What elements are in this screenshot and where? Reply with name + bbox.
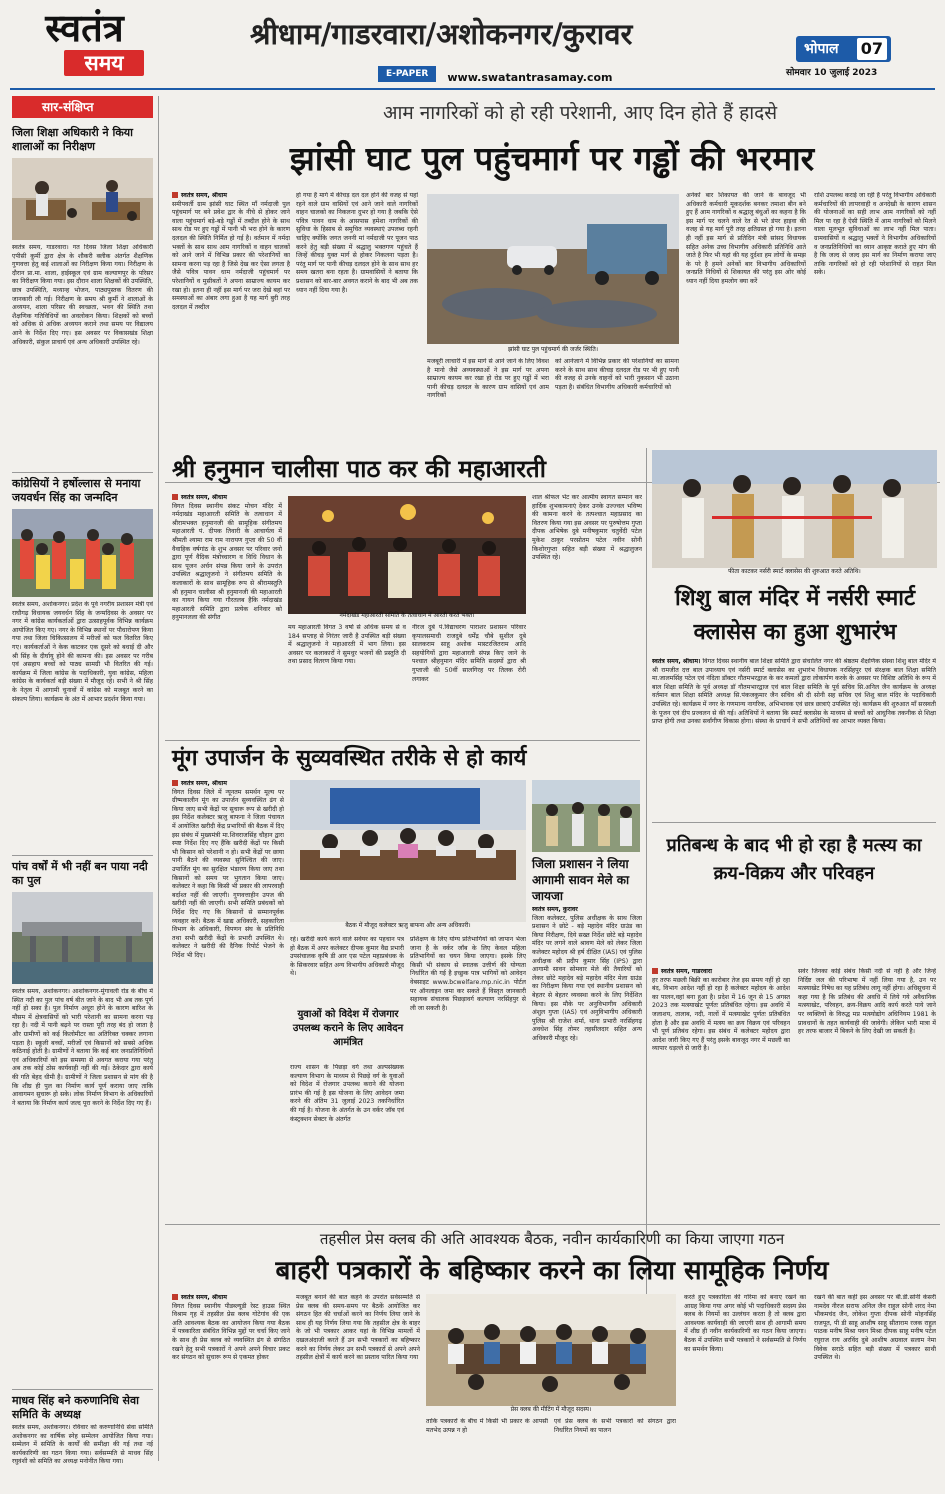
logo <box>22 6 147 84</box>
city-badge <box>796 36 891 62</box>
article-3-byline: स्वतंत्र समय, श्रीधाम। <box>652 658 701 665</box>
article-2-text-1: विगत दिवस स्थानीय संकट मोचन मंदिर में नर्मदाखंड महाआरती समिति के तत्वाधान में श्रीरामभक्त हनुमानजी की सामूहिक संगीतमय महाआरती पं. दीपक तिवारी के आचार्यत्व में श्रीमती श्यामा राम राम नारायण गुप्ता की 50 वीं वैवाहिक वर्षगांठ के शुभ अवसर पर परिवार जनो द्वारा पूर्ण वैदिक मंत्रोच्चारण व विधि विधान के साथ पूजन अर्चन संपन्न किया जाने के उपरांत उपस्थित श्रद्धालुजनो ने संगीतमय समिति के कलाकारों के साथ सामूहिक रूप से श्रीरामस्तुति श्री हनुमान चालीसा श्री हनुमानजी की महाआरती का गायन किया गया गौरतलब हैकि नर्मदाखंड महाआरती समिति द्वारा प्रत्येक शनिवार को हनुमानलला की संगीत <box>172 502 282 622</box>
sidebar-story-3-body: स्वतंत्र समय, अशोकनगर। आशोकनगर-मुंगावली रोड के बीच में स्थित नदी का पुल पांच वर्ष बीत जाने के बाद भी अब तक पूर्ण नहीं हो सका है। पुल निर्माण अधूरा होने के कारण बारिश के मौसम में क्षेत्रवासियों को भारी परेशानी का सामना करना पड़ रहा है। नदी में पानी बढ़ने पर रास्ता पूरी तरह बंद हो जाता है और ग्रामीणों को कई किलोमीटर का अतिरिक्त चक्कर लगाना पड़ता है। स्कूली बच्चों, मरीजों एवं किसानों को सबसे अधिक कठिनाई होती है। ग्रामीणों ने बताया कि कई बार जनप्रतिनिधियों एवं अधिकारियों को इस समस्या से अवगत कराया गया परंतु अब तक कोई ठोस कार्यवाही नहीं की गई। ठेकेदार द्वारा कार्य की गति बेहद धीमी है। ग्रामीणों ने जिला प्रशासन से मांग की है कि शीघ्र ही पुल का निर्माण कार्य पूर्ण कराया जाए ताकि आवागमन सुचारू हो सके। लोक निर्माण विभाग के अधिकारियों ने बताया कि निर्माण कार्य जल्द पूरा करने के निर्देश दिए गए हैं। <box>12 988 153 1107</box>
article-2-bottom-rule <box>165 740 640 741</box>
article-2-photo <box>288 496 526 614</box>
article-2-col-3: नीरज दुबे पं.विद्याचरण पाराशर प्रशासन परिवार कृपालसमाधी राजदुबे धर्मेंद्र चौबे सुशील दुबे सालकराम साहू अशोक मास्टरजितराम आदि सहयोगियों द्वारा महाआरती संपन्न किए जाने के पश्चात श्रीहनुमान मंदिर समिति सदस्यों द्वारा श्री गुप्ताजी की 50वीं सालगिरह पर तिलक रोरी लगाकर <box>412 624 526 683</box>
article-7-byline: स्वतंत्र समय, श्रीधाम <box>172 1294 290 1303</box>
article-5-text: जिला कलेक्टर, पुलिस अधीक्षक के साथ जिला प्रशासन ने छोटे - बड़े महादेव मंदिर ग्राउंड का किया निरीक्षण, दिये सख्त निर्देश छोटे बड़े महादेव मंदिर पर लगने वाले श्रावण मेले को लेकर जिला कलेक्टर महोदय श्री हर्ष दीक्षित (IAS) एवं पुलिस अधीक्षक श्री प्रदीप कुमार सिंह (IPS) द्वारा आगामी सावन सोमवार मेले की तैयारियों को लेकर छोटे महादेव बड़े महादेव मंदिर मेला ग्राउंड का निरीक्षण किया गया एवं स्थानीय प्रशासन को बेहतर से बेहतर व्यवस्था करने के लिए निर्देशित किया। इस मौके पर अनुविभागीय अधिकारी अंशुल गुप्ता (IAS) एवं अनुविभागीय अधिकारी पुलिस श्री राजेश शर्मा, थाना प्रभारी नरसिंहगढ़ अवधेश सिंह तोमर तहसीलदार सहित अन्य अधिकारी मौजूद रहे। <box>532 914 642 1042</box>
article-5-photo <box>532 780 640 852</box>
article-3-title: शिशु बाल मंदिर में नर्सरी स्मार्ट क्लासेस का हुआ शुभारंभ <box>674 586 916 645</box>
article-2-col-1 <box>172 494 282 776</box>
article-5-byline: स्वतंत्र समय, कुरावर <box>532 906 578 913</box>
article-4-title: मूंग उपार्जन के सुव्यवस्थित तरीके से हो कार्य <box>172 746 527 771</box>
article-4-byline: स्वतंत्र समय, श्रीधाम <box>172 780 284 789</box>
article-1-text-1: समीपवर्ती ग्राम झांसी घाट स्थित माँ नर्मदाजी पुल पहुंचमार्ग पर बने प्रवेश द्वार के नीचे से होकर जाने वाला पहुंचमार्ग बड़े-बड़े गड्ढों में तब्दील होने के साथ साथ रोड पर हुए गड्ढों में पानी भी भरा होने के कारण दलदल की स्थिति निर्मित हो गई है। वर्तमान में नर्मदा भक्तों के साथ साथ आम नागरिकों व वाहन चालकों को आने जाने में विभिन्न प्रकार की परेशानियों का सामना करना पड़ रहा है जिसे देख कर ऐसा लगता है जैसे पवित्र पावन धाम नर्मदाजी पहुंचमार्ग पर परेशानियों व मुसीबतों ने अपना साम्राज्य कायम कर रखा हो। इतना ही नहीं इस मार्ग पर जरा देखे बहां पर समस्याओं का अंबार लगा हुआ है यह मार्ग बुरी तरह दलदल में तब्दील <box>172 200 290 311</box>
article-7-title: बाहरी पत्रकारों के बहिष्कार करने का लिया सामूहिक निर्णय <box>275 1256 829 1286</box>
article-5-title: जिला प्रशासन ने लिया आगामी सावन मेले का जायजा <box>532 857 630 903</box>
article-2-rule-right <box>646 448 647 1320</box>
sidebar-story-3-photo <box>12 892 153 984</box>
article-7-col-5: करते हुए पत्रकारिता की गरिमा को बनाए रखने का आग्रह किया गया अगर कोई भी पदाधिकारी सदस्य प्रेस क्लब के नियमों का उल्लंघन करता है तो क्लब द्वारा आवश्यक कार्यवाही की जाएगी साथ ही आगामी समय में शीघ्र ही नवीन कार्यकारिणी का गठन किया जाएगा। बैठक में उपस्थित सभी पत्रकारों ने सर्वसम्मति से निर्णय का समर्थन किया। <box>684 1294 806 1353</box>
sidebar-story-2-photo <box>12 509 153 597</box>
sidebar-story-1-title: जिला शिक्षा अधिकारी ने किया शालाओं का निरीक्षण <box>12 126 133 153</box>
city-name: भोपाल <box>804 41 839 57</box>
sidebar-divider-2 <box>12 855 153 856</box>
logo-bottom-text: समय <box>64 50 144 76</box>
epaper-label: E-PAPER <box>378 66 436 82</box>
sidebar-divider-1 <box>12 472 153 473</box>
sidebar-story-2-title: कांग्रेसियों ने हर्षोल्लास से मनाया जयवर्धन सिंह का जन्मदिन <box>12 477 141 504</box>
article-7-col-6: रखने की बात कहीं इस अवसर पर बी.डी.सोनी केसरी नामदेव नीरज सराफ अनिल जैन राहुल सोनी शरद नेमा भीकमचंद जैन, लोकेश गुप्ता दीपक सोनी मोहनसिंह राजपूत, पी डी साहू आशीष साहू सीताराम रजक राहुल पाठक मनीष मिश्रा पवन मिश्रा दीपक साहू मनीष पटेल रघुराज राय अरविंद दुबे आशीष अग्रवाल सलाम नेमा विवेक सराठे सहित बड़ी संख्या में पत्रकार साथी उपस्थित थे। <box>814 1294 936 1362</box>
sidebar-story-1-photo <box>12 158 153 240</box>
issue-date: सोमवार 10 जुलाई 2023 <box>786 68 878 78</box>
article-6-text-1: हर तरफ मछली बिक्री का कारोबार तेज इस समय नहीं हो रहा बंद, विभाग आदेश नहीं हो रहा है कलेक्टर महोदय के आदेश का पालन,वहां बना हुआ है। प्रदेश में 16 जून से 15 अगस्त 2023 तक मत्स्याखेट पूर्णतः प्रतिबंधित रहेगा। इस अवधि में जलाशय, तालाब, नदी, नालों में मत्स्याखेट पूर्णतः प्रतिबंधित होता है और इस अवधि में मत्स्य का क्रय विक्रय एवं परिवहन भी पूर्ण प्रतिबंध रहेगा। इस संबंध में कलेक्टर महोदय द्वारा आदेश जारी किए गए हैं परंतु इसके बावजूद नगर में मछली का व्यापार धड़ल्ले से जारी है। <box>652 976 790 1053</box>
article-4-photo-caption: बैठक में मौजूद कलेक्टर ऋजु बाफना और अन्य अधिकारी। <box>345 922 471 929</box>
article-6-col-2: सवेर जिनका कोई संबंध किसी नदी से नहीं है और जिन्हें निर्दिष्ट जल की परिभाषा में नहीं लिया गया है, उन पर मत्स्याखेट निषेध का यह प्रतिबंध लागू नहीं होगा। अधिसूचना में कहा गया है कि प्रतिबंध की अवधि में लिये गये अवैधानिक मत्स्याखेट, परिवहन, क्रय-विक्रय आदि कार्य करते पाये जाने पर व्यक्तियों के विरुद्ध मप्र मत्स्योद्योग अधिनियम 1981 के प्रावधानों के तहत कार्यवाही की जावेगी। लेकिन भारी मात्रा में हर तरफ बाजार में बिकने के लिए देखी जा सकती है। <box>798 968 936 1036</box>
edition-title: श्रीधाम/गाडरवारा/अशोकनगर/कुरावर <box>250 17 633 51</box>
article-3-bottom-rule <box>652 822 936 823</box>
article-1-byline: स्वतंत्र समय, श्रीधाम <box>172 192 290 201</box>
sidebar-story-1-body: स्वतंत्र समय, गाडरवारा। गत दिवस जिला शिक्षा अधिकारी एपीसी कुर्मी द्वारा क्षेत्र के शौकरी क्लीक अंतर्गत शैक्षणिक गुणवत्ता हेतु कई शालाओं का निरीक्षण किया गया। निरीक्षण के दौरान प्रा.मा. शाला, हाईस्कूल एवं ग्राम कल्याणपुर के परिसर का निरीक्षण किया गया। इस दौरान शाला शिक्षकों की उपस्थिति, छात्र उपस्थिति, मध्यान्ह भोजन, पाठ्यपुस्तक वितरण की जानकारी ली गई। निरीक्षण के समय श्री कुर्मी ने शालाओं के अध्ययन, शाला परिसर की स्वच्छता, भवन की स्थिति तथा शैक्षणिक गतिविधियों का अवलोकन किया। शिक्षकों को बच्चों को अधिक से अधिक अध्ययन कराने तथा समय पर विद्यालय आने के निर्देश दिए गए। इस अवसर पर विकासखंड शिक्षा अधिकारी, संकुल प्राचार्य एवं अन्य अधिकारी उपस्थित रहे। <box>12 244 153 346</box>
page-number: 07 <box>857 38 887 60</box>
article-3-photo-caption: फीता काटकर नर्सरी स्मार्ट क्लासेस की शुरुआत करते अतिथि। <box>728 568 861 575</box>
masthead-rule <box>10 88 935 90</box>
article-7-col-1 <box>172 1294 290 1460</box>
article-1-photo <box>427 194 679 344</box>
sidebar-story-4-title: माधव सिंह बने करुणानिधि सेवा समिति के अध्यक्ष <box>12 1394 139 1421</box>
article-4-text-1: विगत दिवस जिले में न्यूनतम समर्थन मूल्य पर ग्रीष्मकालीन मूंग का उपार्जन सुव्यवस्थित ढंग से किया जाए सभी केंद्रों पर सुचारू रूप से खरीदी हो इस निर्देश कलेक्टर ऋजु बाफना ने जिला पंचायत में आयोजित खरीदी केंद्र प्रभारियों की बैठक में दिए इस संबंध में मुख्यमंत्री मा.शिवराजसिंह चौहान द्वारा स्पष्ट निर्देश दिए गए हैंकि खरीदी केंद्रों पर किसी भी किसान को परेशानी न हो। सभी केंद्रों पर छाया पानी बैठने की व्यवस्था सुनिश्चित की जाए। उपार्जित मूंग का सुरक्षित भंडारण किया जाए तथा किसानों को समय पर भुगतान किया जाए। कलेक्टर ने कहा कि किसी भी प्रकार की लापरवाही बर्दाश्त नहीं की जाएगी। गुणवत्ताहीन उपज की खरीदी नहीं की जाएगी। सभी समिति प्रबंधकों को निर्देश दिए गए कि किसानों से सम्मानपूर्वक व्यवहार करें। बैठक में खाद्य अधिकारी, सहकारिता विभाग के अधिकारी, विपणन संघ के प्रतिनिधि तथा सभी खरीदी केंद्रों के प्रभारी उपस्थित थे। कलेक्टर ने खरीदी की दैनिक रिपोर्ट भेजने के निर्देश भी दिए। <box>172 788 284 959</box>
article-7-photo <box>426 1294 676 1406</box>
article-4-subtitle: युवाओं को विदेश में रोजगार उपलब्ध कराने के लिए आवेदन आमंत्रित <box>292 1009 404 1048</box>
article-7-text-1: विगत दिवस स्थानीय पीडब्ल्यूडी रेस्ट हाउस स्थित विश्राम गृह में तहसील प्रेस क्लब गोटेगांव की एक अति आवश्यक बैठक का आयोजन किया गया बैठक में पत्रकारिता संबंधित विभिन्न मुद्दों पर चर्चा किए जाने के साथ ही प्रेस क्लब को व्यवस्थित ढंग से संगठित रखने हेतु सभी पत्रकारों ने अपने अपने विचार प्रकट कर संगठन को सुचारू रूप से एकमत होकर <box>172 1302 290 1362</box>
article-7-kicker: तहसील प्रेस क्लब की अति आवश्यक बैठक, नवीन कार्यकारिणी का किया जाएगा गठन <box>319 1230 785 1248</box>
article-3-text: विगत दिवस स्थानीय बाल शिक्षा समिति द्वारा संचालित नगर की श्रेष्ठतम शैक्षणिक संस्था शिशु बाल मंदिर में श्री रामजीत दत्त बाल उपाध्याय एवं नर्सरी स्मार्ट क्लासेस का शुभारंभ विधायक नरसिंहपुर एवं संरक्षक बाल शिक्षा समिति मा.जालमसिंह पटेल एवं नंदिता डॉक्टर गौतमभरद्वाज के कर कमलों द्वारा लोकार्पण करके के अवसर पर विशिष्ट अतिथि के रूप में बाल शिक्षा समिति के पूर्व अध्यक्ष डॉ गौतमभारद्वाज एवं बाल शिक्षा समिति के पूर्व सचिव सि.अनिल जैन कार्यक्रम के अध्यक्ष वर्तमान बाल शिक्षा समिति अध्यक्ष सि.पंकजकुमार जैन सचिव श्री दी सोनी सह सचिव एवं शिशु बाल मंदिर के पदाधिकारी उपस्थित रहे। कार्यक्रम में नगर के गणमान्य नागरिक, अभिभावक एवं छात्र छात्राएं उपस्थित रहे। कार्यक्रम की शुरुआत माँ सरस्वती के पूजन एवं दीप प्रज्वलन से की गई। अतिथियों ने बताया कि स्मार्ट क्लासेस के माध्यम से बच्चों को आधुनिक तकनीक से शिक्षा प्राप्त होगी तथा उनका सर्वांगीण विकास होगा। संस्था के प्राचार्य ने सभी अतिथियों का आभार व्यक्त किया। <box>652 658 936 726</box>
article-2-photo-caption: नर्मदाखंड महाआरती समिति के तत्वाधान में आरती करते भक्त। <box>339 612 475 619</box>
sidebar <box>12 96 153 1466</box>
article-3-body <box>652 658 936 818</box>
epaper-strip <box>378 66 778 82</box>
article-1-col-2: हो गया है मार्ग में कीचड़ दल दल होने की वजह से यहां रहने वाले ग्राम वासियों एवं आने जाने वाले नागरिकों वाहन चालको का निकलना दुभर हो गया है जबकि ऐसे पवित्र पावन धाम के आसपास हमेशा नागरिकों की सुविधा के हिसाब से समुचित व्यवस्थाएं उपलब्ध रहनी चाहिए क्योंकि जगत जननी मां नर्मदाजी पर पूजन पाठ करने हेतु बड़ी संख्या में श्रद्धालु भक्तगण पहुंचते हैं जिन्हें कीचड़ युक्त मार्ग से होकर निकलना पड़ता है। परंतु मार्ग पर पानी कीचड़ दलदल होने के साथ साथ हर समय खतरा बना रहता है। ग्रामवासियों ने बताया कि प्रशासन को बार-बार अवगत कराने के बाद भी अब तक ध्यान नहीं दिया गया है। <box>296 192 418 294</box>
article-4-col-2: रहे। खरीदी कार्य करने वाले सर्वेयर का पहचान पत्र हो बैठक में अपर कलेक्टर दीपक कुमार वैद्य प्रभारी उपसंचालक कृषि डी आर एस पटेल महाप्रबंधक के के सिकरवार सहित अन्य विभागीय अधिकारी मौजूद थे। <box>290 936 404 978</box>
sidebar-story-4-body: स्वतंत्र समय, अशोकनगर। रविवार को करुणानिधि सेवा समिति अशोकनगर का वार्षिक स्नेह सम्मेलन आयोजित किया गया। सम्मेलन में समिति के कार्यों की समीक्षा की गई तथा नई कार्यकारिणी का गठन किया गया। सर्वसम्मति से माधव सिंह रघुवंशी को समिति का अध्यक्ष मनोनीत किया गया। <box>12 1424 153 1466</box>
sidebar-divider-3 <box>12 1389 153 1390</box>
sidebar-header-text: सार-संक्षिप्त <box>42 100 94 114</box>
sidebar-rule <box>158 96 159 1461</box>
article-1-col-1 <box>172 192 290 476</box>
article-1-kicker: आम नागरिकों को हो रही परेशानी, आए दिन होते हैं हादसे <box>382 102 778 124</box>
article-4-col-3: प्रशिक्षण के लिए योग्य प्रतिभागियों को जापान भेजा जाना है के वर्कर जॉब के लिए केवल महिला प्रतिभागियों का चयन किया जाएगा। इसके लिए किसी भी संकाय से स्नातक उत्तीर्ण की योग्यता निर्धारित की गई है इच्छुक पात्र भागियों को आवेदन वेबसाइट www.bcwelfare.mp.nic.in पोर्टल पर ऑनलाइन जमा कर सकते हैं विस्तृत जानकारी सहायक संचालक पिछड़ावर्ग कल्याण नरसिंहपुर से ली जा सकती है। <box>410 936 526 1012</box>
article-1-col-6: राशि उपलब्ध कराई जा रही है परंतु विभागीय अधिकारी कर्मचारियों की लापरवाही व अनदेखी के कारण शासन की योजनाओं का सही लाभ आम नागरिकों को नहीं मिल पा रहा है ऐसी स्थिति में आम नागरिकों को मिलने वाला मूलभूत सुविधाओं का लाभ नहीं मिल पाता। ग्रामवासियों व श्रद्धालु भक्तों ने विभागीय अधिकारियों व जनप्रतिनिधियों का ध्यान आकृष्ट कराते हुए मांग की है कि जल्द से जल्द इस मार्ग का निर्माण कराया जाए ताकि नागरिकों को हो रही परेशानियों से राहत मिल सके। <box>814 192 936 277</box>
logo-top-text: स्वतंत्र <box>45 6 124 50</box>
article-1-col-4: को आनेजाने में विभिन्न प्रकार की परेशानियों का सामना करने के साथ साथ कीचड़ दलदल रोड पर भी हुए पानी की वजह से उनके वाहनों को भारी नुकसान भी उठाना पड़ता है। संबंधित विभागीय अधिकारी कर्मचारियों को <box>555 358 679 391</box>
article-5-body <box>532 906 642 1216</box>
masthead <box>0 0 945 88</box>
article-3-photo <box>652 450 937 568</box>
sidebar-story-2-body: स्वतंत्र समय, अशोकनगर। प्रदेश के पूर्व नगरीय प्रशासन मंत्री एवं राघौगढ़ विधायक जयवर्धन सिंह के जन्मदिवस के अवसर पर नगर में कांग्रेस कार्यकर्ताओं द्वारा उत्साहपूर्वक विभिन्न कार्यक्रम आयोजित किए गए। नगर के विभिन्न स्थानों पर पौधारोपण किया गया तथा जिला चिकित्सालय में मरीजों को फल वितरित किए गए। कार्यकर्ताओं ने केक काटकर एक दूसरे को बधाई दी और श्री सिंह के दीर्घायु होने की कामना की। इस अवसर पर गरीब एवं असहाय बच्चों को पाठ्य सामग्री भी वितरित की गई। कार्यक्रम में जिला कांग्रेस के पदाधिकारी, युवा कांग्रेस, महिला कांग्रेस के कार्यकर्ता बड़ी संख्या में मौजूद रहे। सभी ने श्री सिंह के नेतृत्व में आगामी चुनावों में कांग्रेस को मजबूत करने का संकल्प लिया। कार्यक्रम के अंत में आभार प्रदर्शन किया गया। <box>12 601 153 703</box>
article-2-byline: स्वतंत्र समय, श्रीधाम <box>172 494 282 503</box>
article-6-byline: स्वतंत्र समय, गाडरवारा <box>652 968 790 977</box>
article-2-col-4: शाल श्रीफल भेंट कर आत्मीय स्वागत सम्मान कर हार्दिक शुभकामनाएं देकर उनके उज्ज्वल भविष्य की कामना करने के तत्पश्चात महाप्रसाद का वितरण किया गया इस अवसर पर पुरुषोत्तम गुप्ता दीपक अभिषेक दुबे मनीषकुमार चतुर्वेदी पटेल मुकेश ठाकुर परसोतम पटेल नवीन सोनी किशोरगुप्ता सहित बड़ी संख्या में श्रद्धालुजन उपस्थित रहे। <box>532 494 642 562</box>
article-4-photo <box>290 780 526 922</box>
article-1-photo-caption: झांसी घाट पुल पहुंचमार्ग की जर्जर स्थिति। <box>507 346 599 353</box>
article-7-photo-caption: प्रेस क्लब की मीटिंग में मौजूद सदस्य। <box>510 1406 592 1413</box>
website-link[interactable]: www.swatantrasamay.com <box>447 71 613 84</box>
sidebar-header <box>12 96 153 118</box>
article-7-top-rule <box>165 1224 940 1225</box>
sidebar-story-3-title: पांच वर्षों में भी नहीं बन पाया नदी का पुल <box>12 860 148 887</box>
article-2-col-2: मय महाआरती विगत 3 वर्षो से अधिक समय से व 184 सप्ताह से निरंतर जारी है उपस्थित बड़ी संख्या में श्रद्धालुजनो ने महाआरती में भाग लिया। इस अवसर पर कलाकारों ने सुमधुर भजनों की प्रस्तुति दी तथा प्रसाद वितरण किया गया। <box>288 624 406 666</box>
article-6-col-1 <box>652 968 790 1216</box>
article-7-col-4: एवं प्रेस क्लब के सभी पत्रकारों को संगठन द्वारा निर्धारित नियमों का पालन <box>554 1418 676 1434</box>
article-1-title: झांसी घाट पुल पहुंचमार्ग पर गड्ढों की भरमार <box>289 139 815 178</box>
article-1-col-3: मजबूरी लाचारी में इस मार्ग से आने जाने के लिए विवश है मानो जैसे अव्यवस्थाओं ने इस मार्ग पर अपना साम्राज्य कायम कर रखा हो रोड पर हुए गड्ढों में भरा पानी कीचड़ दलदल के कारण ग्राम वासियों एवं आम नागरिकों <box>427 358 549 400</box>
article-1-col-5: अनेकों बार शिकायत की जाने के बावजूद भी अधिकारी कर्मचारी मूकदर्शक बनकर तमाशा बीन बने हुए हैं आम नागरिकों व श्रद्धालु बंधुओं का कहना है कि इस मार्ग पर चलने वाले रेत से भरे डंपर हाइवा की वजह से यह मार्ग पूरी तरह क्षतिग्रस्त हो गया है। इतना ही नहीं इस मार्ग से प्रतिदिन मंत्री सांसद विधायक सहित अनेक उच्च विभागीय अधिकारी प्रतिनिधि आते जाते है फिर भी यहां की यह दुर्दशा हम लोगों के समझ के परे है हमने अनेकों बार विभागीय अधिकारियों जनप्रति निधियों से शिकायत की परंतु इस ओर कोई ध्यान नहीं दिया हमलोग क्या करें <box>686 192 806 285</box>
article-2-title: श्री हनुमान चालीसा पाठ कर की महाआरती <box>172 455 546 483</box>
article-7-col-2: मजबूत बनाने की बात कहने के उपरांत सर्वसम्मति से प्रेस क्लब की समय-समय पर बैठकें आयोजित कर संगठन हित की चर्चाओं करने का निर्णय लिया जाने के साथ ही यह निर्णय लिया गया कि तहसील क्षेत्र के बाहर के जो भी पत्रकार आकर यहां के विभिन्न मामलों में दखलअंदाजी करते हैं उन सभी पत्रकारों का बहिष्कार करने का निर्णय लेकर उन सभी पत्रकारों से अपने अपने तहसील क्षेत्रों में कार्य करने का प्रस्ताव पारित किया गया <box>296 1294 420 1362</box>
article-6-title: प्रतिबन्ध के बाद भी हो रहा है मत्स्य का क्रय-विक्रय और परिवहन <box>666 835 922 884</box>
article-7-col-3: ताकि पत्रकारों के बीच में किसी भी प्रकार के आपसी मतभेद उत्पन्न न हो <box>426 1418 548 1434</box>
article-4-subbody: राज्य शासन के पिछड़ा वर्ग तथा अल्पसंख्यक कल्याण विभाग के माध्यम से पिछड़े वर्ग के युवाओं को विदेश में रोजगार उपलब्ध कराने की योजना प्रारंभ की गई है इस योजना के लिए आवेदन जमा करने की अंतिम 31 जुलाई 2023 तकनिर्धारित की गई है। योजना के अंतर्गत के उन वर्कर जॉब एवं कंस्ट्रक्शन सेक्टर के अंतर्गत <box>290 1064 404 1123</box>
